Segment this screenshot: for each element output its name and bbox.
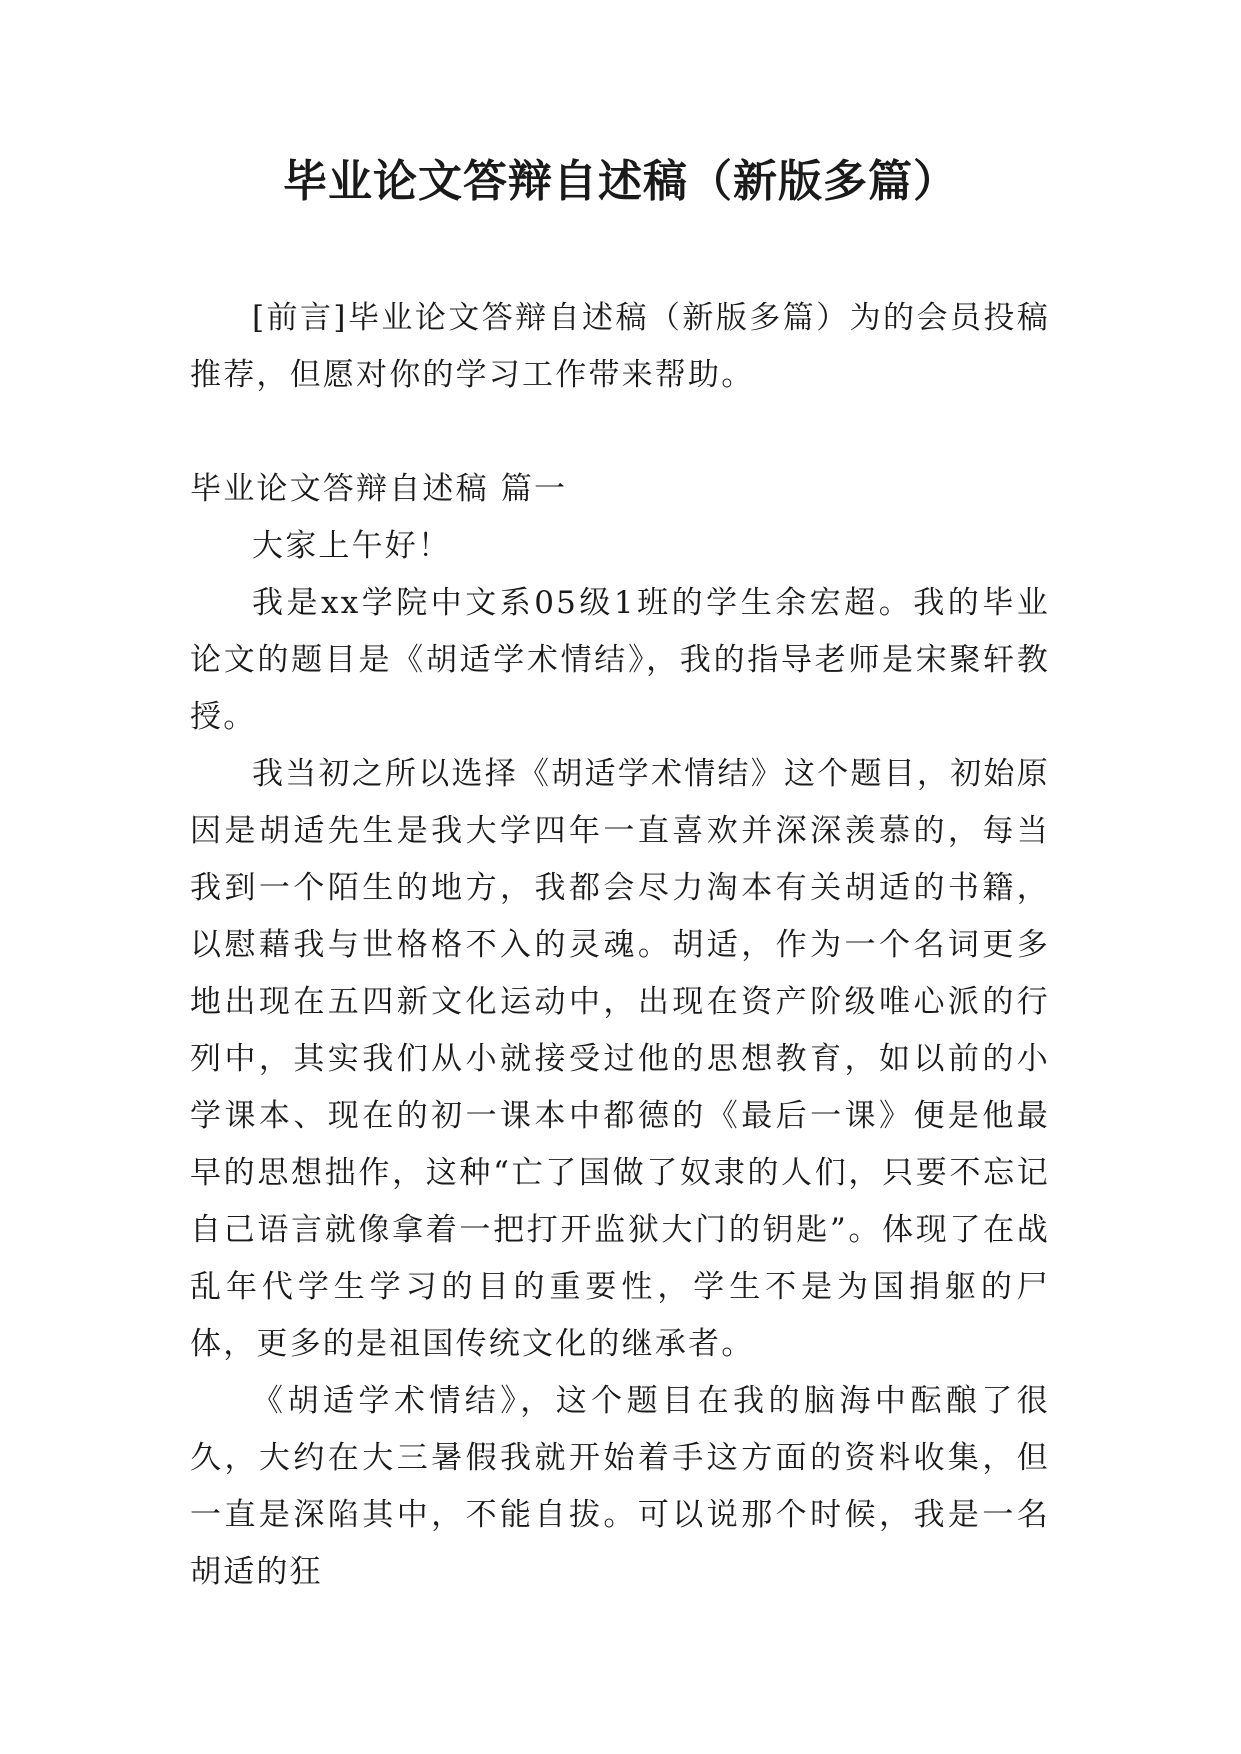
body-paragraph: 我是xx学院中文系05级1班的学生余宏超。我的毕业论文的题目是《胡适学术情结》，我的指导老师是宋聚轩教授。 (190, 585, 1050, 735)
section-heading: 毕业论文答辩自述稿 篇一 (190, 471, 568, 507)
document-title: 毕业论文答辩自述稿（新版多篇） (283, 156, 958, 207)
greeting-paragraph: 大家上午好！ (252, 528, 452, 564)
preface-paragraph: [前言]毕业论文答辩自述稿（新版多篇）为的会员投稿推荐，但愿对你的学习工作带来帮助。 (190, 300, 1050, 393)
document-body (190, 290, 1050, 1601)
body-paragraph: 《胡适学术情结》，这个题目在我的脑海中酝酿了很久，大约在大三暑假我就开始着手这方面的资料收集，但一直是深陷其中，不能自拔。可以说那个时候，我是一名胡适的狂 (190, 1383, 1050, 1590)
body-paragraph: 我当初之所以选择《胡适学术情结》这个题目，初始原因是胡适先生是我大学四年一直喜欢并深深羡慕的，每当我到一个陌生的地方，我都会尽力淘本有关胡适的书籍，以慰藉我与世格格不入的灵魂。胡适，作为一个名词更多地出现在五四新文化运动中，出现在资产阶级唯心派的行列中，其实我们从小就接受过他的思想教育，如以前的小学课本、现在的初一课本中都德的《最后一课》便是他最早的思想拙作，这种“亡了国做了奴隶的人们，只要不忘记自己语言就像拿着一把打开监狱大门的钥匙”。体现了在战乱年代学生学习的目的重要性，学生不是为国捐躯的尸体，更多的是祖国传统文化的继承者。 (190, 756, 1050, 1362)
